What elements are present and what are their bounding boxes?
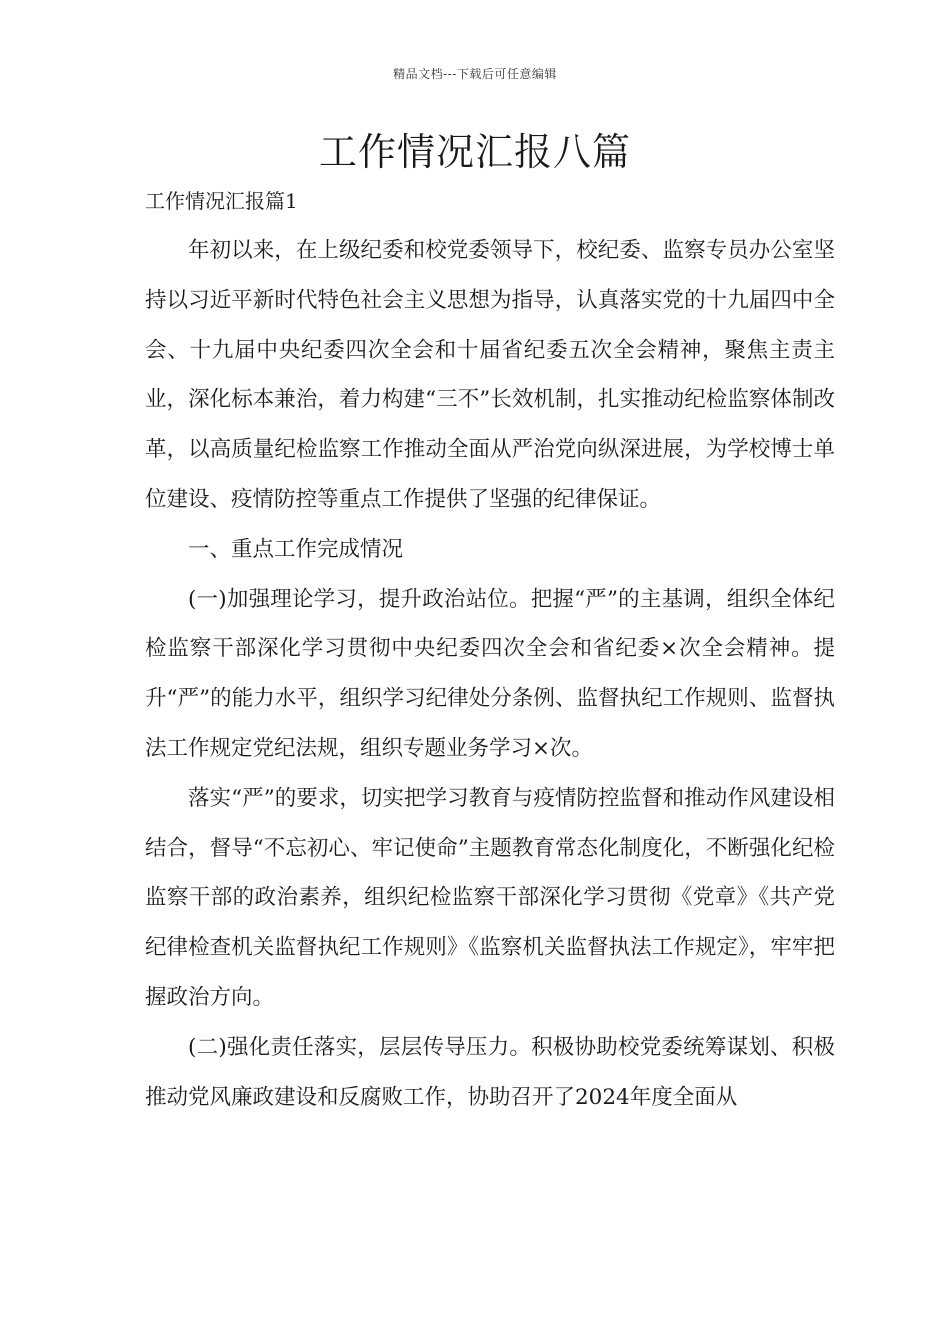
header-note: 精品文档---下载后可任意编辑 — [393, 67, 557, 81]
paragraph-responsibility: (二)强化责任落实，层层传导压力。积极协助校党委统筹谋划、积极推动党风廉政建设和反腐败工作，协助召开了2024年度全面从 — [145, 1034, 835, 1110]
document-title: 工作情况汇报八篇 — [318, 130, 631, 174]
section-heading: 工作情况汇报篇1 — [145, 189, 298, 213]
document-body — [145, 226, 835, 1122]
paragraph-subheading: 一、重点工作完成情况 — [188, 536, 404, 562]
paragraph-intro: 年初以来，在上级纪委和校党委领导下，校纪委、监察专员办公室坚持以习近平新时代特色社会主义思想为指导，认真落实党的十九届四中全会、十九届中央纪委四次全会和十届省纪委五次全会精神，聚焦主责主业，深化标本兼治，着力构建“三不”长效机制，扎实推动纪检监察体制改革，以高质量纪检监察工作推动全面从严治党向纵深进展，为学校博士单位建设、疫情防控等重点工作提供了坚强的纪律保证。 — [145, 238, 835, 512]
paragraph-theory-study: (一)加强理论学习，提升政治站位。把握“严”的主基调，组织全体纪检监察干部深化学习贯彻中央纪委四次全会和省纪委×次全会精神。提升“严”的能力水平，组织学习纪律处分条例、监督执纪工作规则、监督执法工作规定党纪法规，组织专题业务学习×次。 — [145, 586, 835, 761]
paragraph-implementation: 落实“严”的要求，切实把学习教育与疫情防控监督和推动作风建设相结合，督导“不忘初心、牢记使命”主题教育常态化制度化，不断强化纪检监察干部的政治素养，组织纪检监察干部深化学习贯彻《党章》《共产党纪律检查机关监督执纪工作规则》《监察机关监督执法工作规定》，牢牢把握政治方向。 — [145, 785, 835, 1010]
